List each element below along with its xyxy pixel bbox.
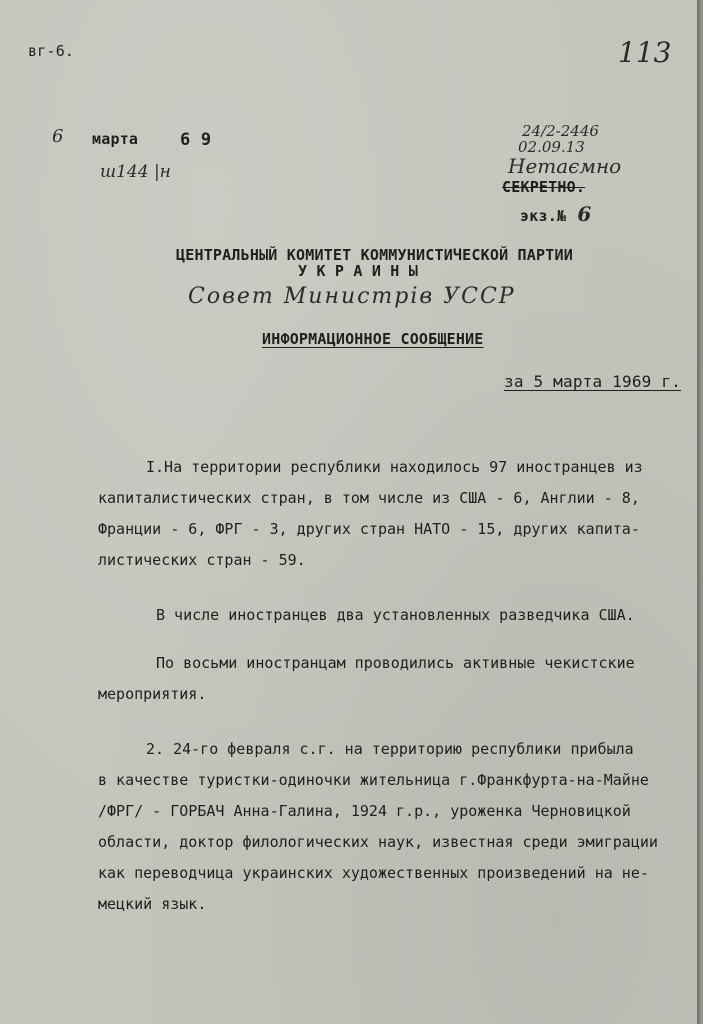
paragraph-4-line: области, доктор филологических наук, известная среди эмиграции — [98, 833, 658, 851]
paragraph-3-line: мероприятия. — [98, 685, 207, 703]
paragraph-4-line: мецкий язык. — [98, 895, 207, 913]
report-date: за 5 марта 1969 г. — [504, 372, 681, 391]
declassification-note: Нетаємно — [508, 154, 622, 178]
paragraph-1-line: листических стран - 59. — [98, 551, 306, 569]
page-edge-shadow — [697, 0, 703, 1024]
copy-label — [520, 202, 592, 226]
paragraph-2-line: В числе иностранцев два установленных разведчика США. — [156, 606, 635, 624]
title-line1: ЦЕНТРАЛЬНЫЙ КОМИТЕТ КОММУНИСТИЧЕСКОЙ ПАРТИИ — [176, 246, 573, 264]
paragraph-1-line: I.На территории республики находилось 97 иностранцев из — [146, 458, 643, 476]
copy-label-text: экз.№ — [520, 207, 567, 225]
handwritten-addressee: Совет Министрів УССР — [188, 284, 516, 309]
paragraph-2 — [98, 600, 696, 631]
paragraph-1 — [98, 452, 696, 576]
copy-number: 6 — [577, 202, 592, 226]
paragraph-4-line: в качестве туристки-одиночки жительница г.Франкфурта-на-Майне — [98, 771, 649, 789]
paragraph-1-line: капиталистических стран, в том числе из США - 6, Англии - 8, — [98, 489, 640, 507]
paragraph-1-line: Франции - 6, ФРГ - 3, других стран НАТО - 15, других капита- — [98, 520, 640, 538]
paragraph-4-line: /ФРГ/ - ГОРБАЧ Анна-Галина, 1924 г.р., уроженка Черновицкой — [98, 802, 631, 820]
outgoing-number: ш144 |н — [100, 162, 171, 182]
date-year: 6 9 — [180, 130, 212, 150]
document-type: ИНФОРМАЦИОННОЕ СООБЩЕНИЕ — [262, 330, 484, 348]
archive-ref-line2: 02.09.13 — [518, 138, 585, 156]
date-day: 6 — [52, 126, 64, 147]
reference-code: вг-6. — [28, 42, 75, 60]
date-month: марта — [92, 130, 139, 148]
archive-ref-line1: 24/2-2446 — [522, 122, 599, 140]
paragraph-4-line: 2. 24-го февраля с.г. на территорию республики прибыла — [146, 740, 634, 758]
paragraph-4-line: как переводчица украинских художественных произведений на не- — [98, 864, 649, 882]
paragraph-3-line: По восьми иностранцам проводились активные чекистские — [156, 654, 635, 672]
page-number: 113 — [618, 36, 672, 69]
title-line2: У К Р А И Н Ы — [298, 262, 418, 280]
paragraph-3 — [98, 648, 696, 710]
paragraph-4 — [98, 734, 696, 920]
secrecy-stamp: СЕКРЕТНО. — [502, 178, 586, 196]
